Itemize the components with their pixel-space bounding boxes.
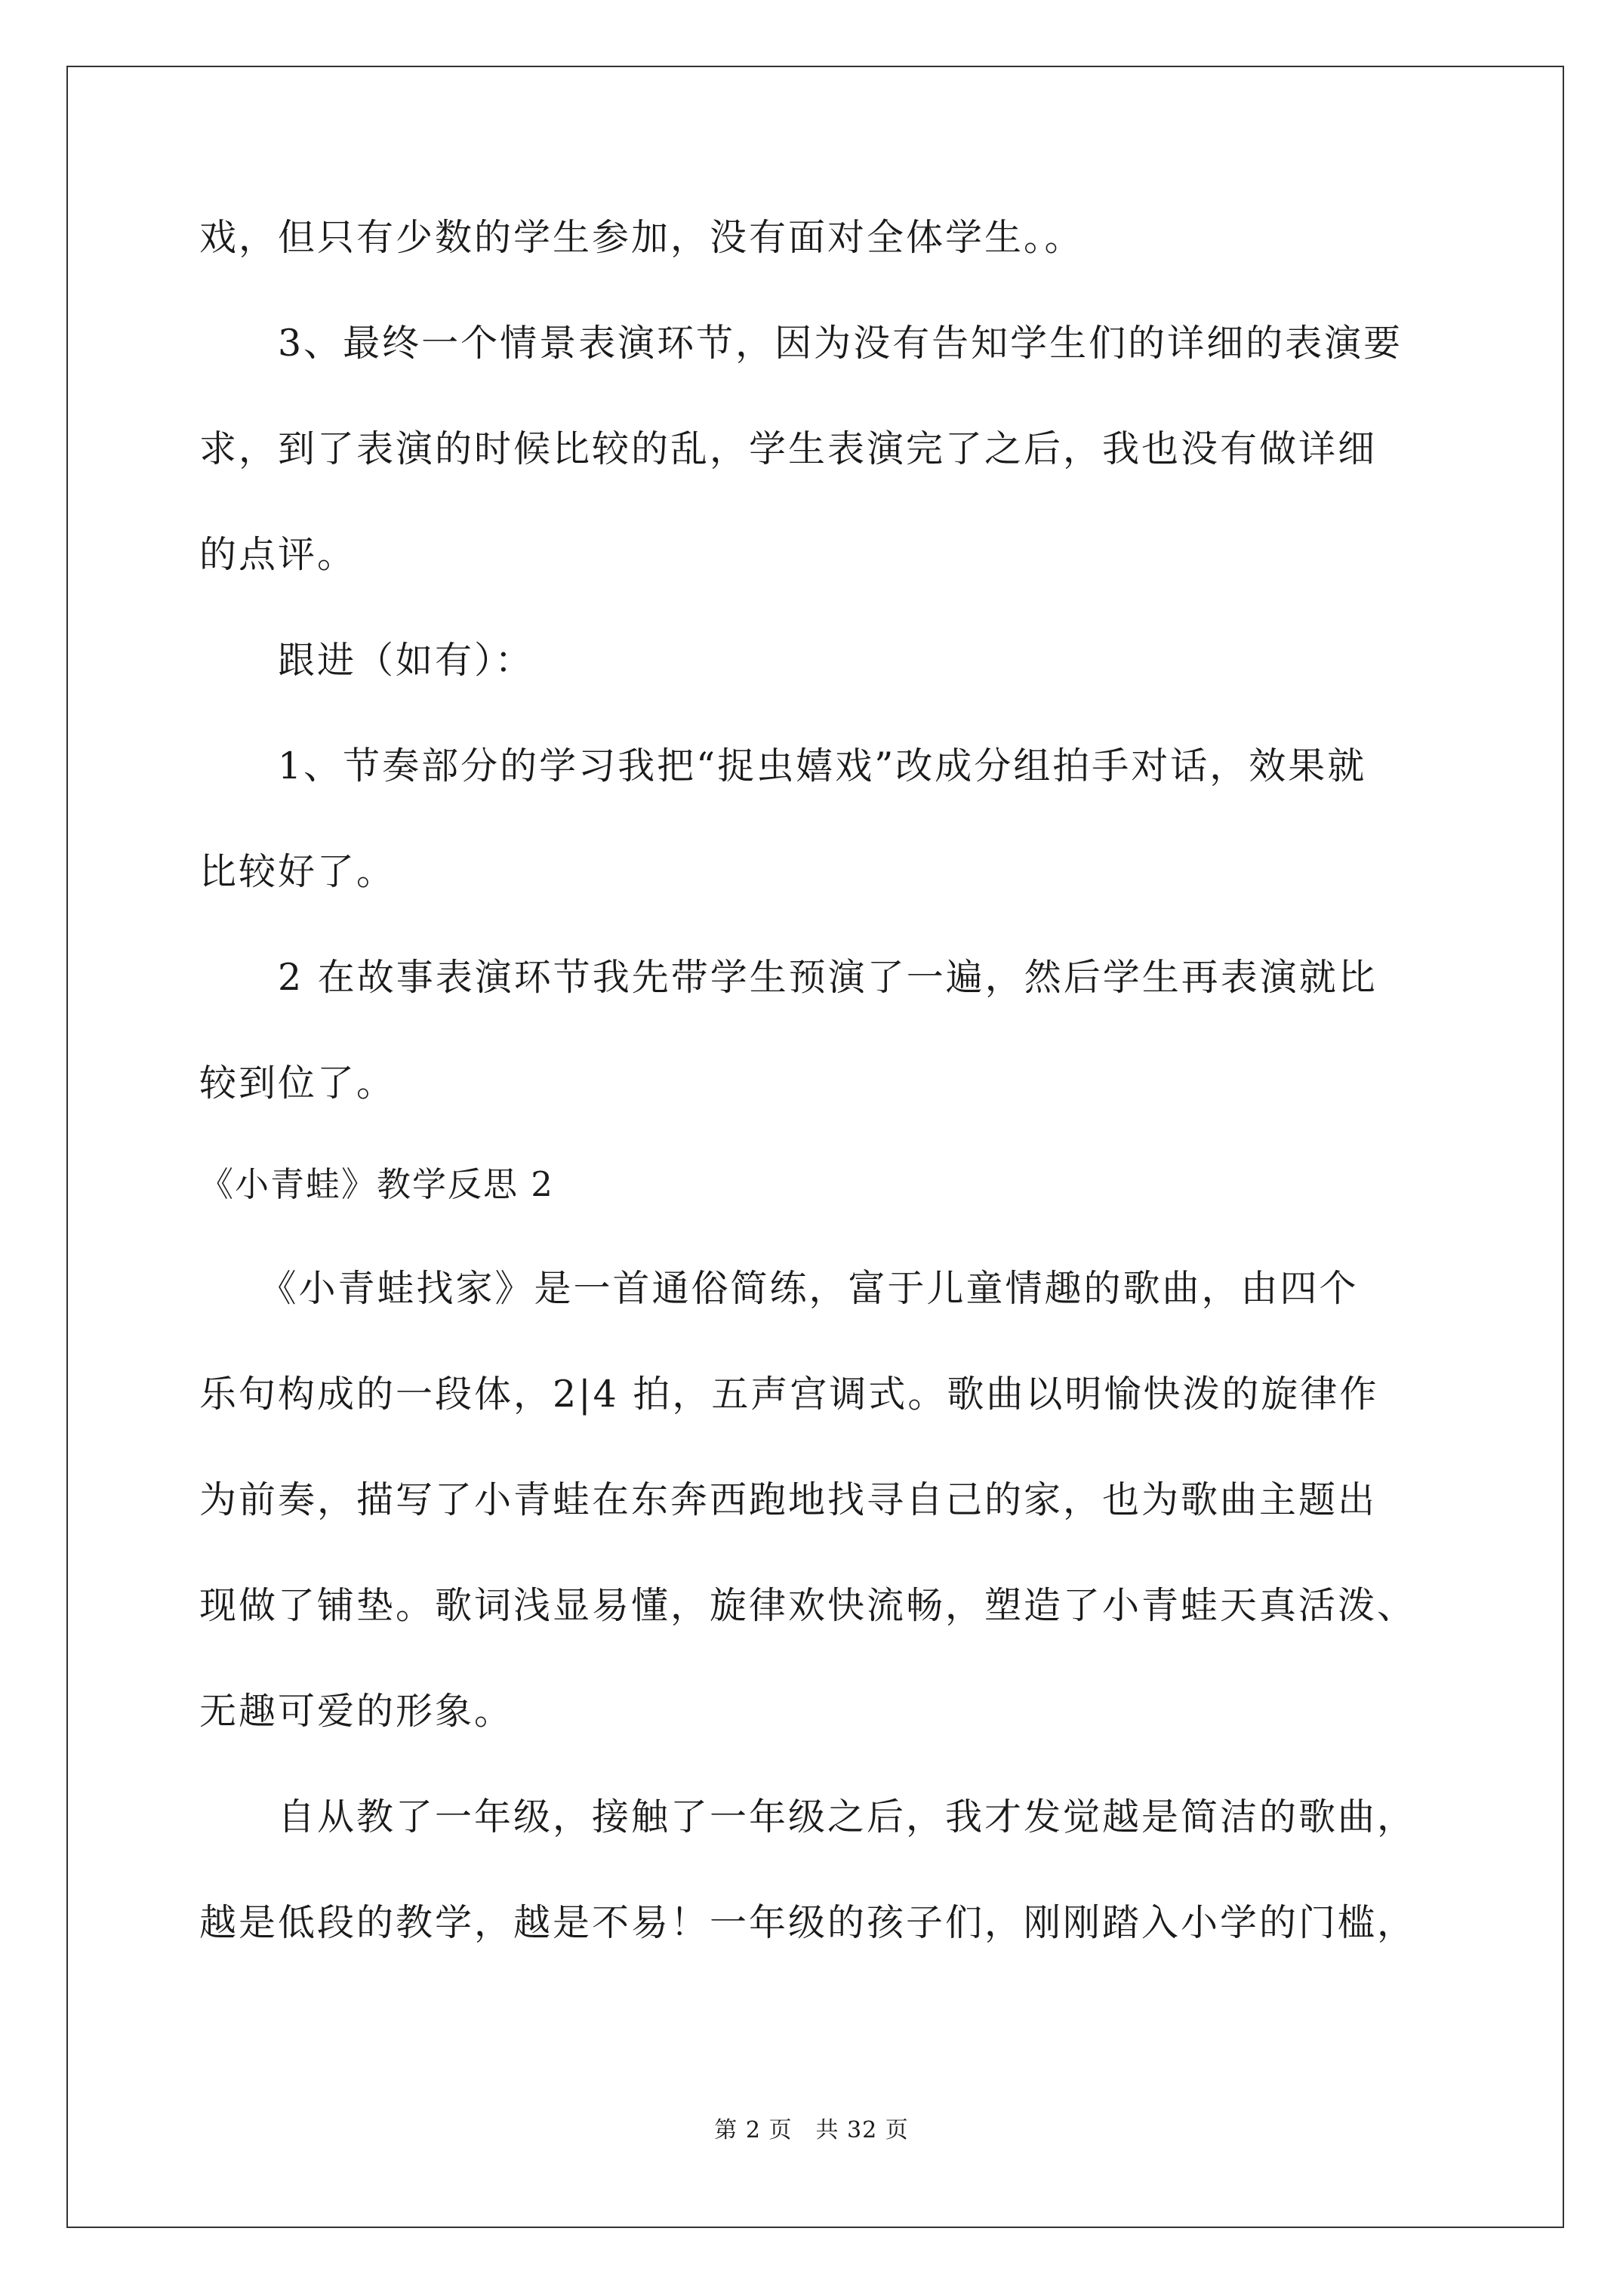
body-line-7: 比较好了。 — [199, 850, 396, 893]
body-line-15: 自从教了一年级，接触了一年级之后，我才发觉越是简洁的歌曲， — [199, 1795, 1417, 1838]
body-line-8: 2 在故事表演环节我先带学生预演了一遍，然后学生再表演就比 — [199, 956, 1378, 999]
body-line-14: 无趣可爱的形象。 — [199, 1690, 514, 1733]
body-line-6: 1、节奏部分的学习我把“捉虫嬉戏”改成分组拍手对话，效果就 — [199, 744, 1367, 787]
body-line-5: 跟进（如有）： — [199, 639, 534, 682]
body-line-11: 乐句构成的一段体，2|4 拍，五声宫调式。歌曲以明愉快泼的旋律作 — [199, 1373, 1379, 1416]
body-line-3: 求，到了表演的时候比较的乱，学生表演完了之后，我也没有做详细 — [199, 427, 1378, 470]
body-line-10: 《小青蛙找家》是一首通俗简练，富于儿童情趣的歌曲，由四个 — [199, 1267, 1359, 1310]
section-heading: 《小青蛙》教学反思 2 — [199, 1164, 554, 1204]
body-line-13: 现做了铺垫。歌词浅显易懂，旋律欢快流畅，塑造了小青蛙天真活泼、 — [199, 1584, 1417, 1627]
body-line-9: 较到位了。 — [199, 1062, 396, 1105]
body-line-4: 的点评。 — [199, 533, 357, 576]
body-line-2: 3、最终一个情景表演环节，因为没有告知学生们的详细的表演要 — [199, 322, 1403, 365]
page-number-footer: 第 2 页 共 32 页 — [714, 2117, 909, 2143]
body-line-1: 戏，但只有少数的学生参加，没有面对全体学生。。 — [199, 216, 1084, 259]
body-line-12: 为前奏，描写了小青蛙在东奔西跑地找寻自己的家，也为歌曲主题出 — [199, 1478, 1378, 1521]
body-line-16: 越是低段的教学，越是不易！一年级的孩子们，刚刚踏入小学的门槛， — [199, 1901, 1417, 1944]
